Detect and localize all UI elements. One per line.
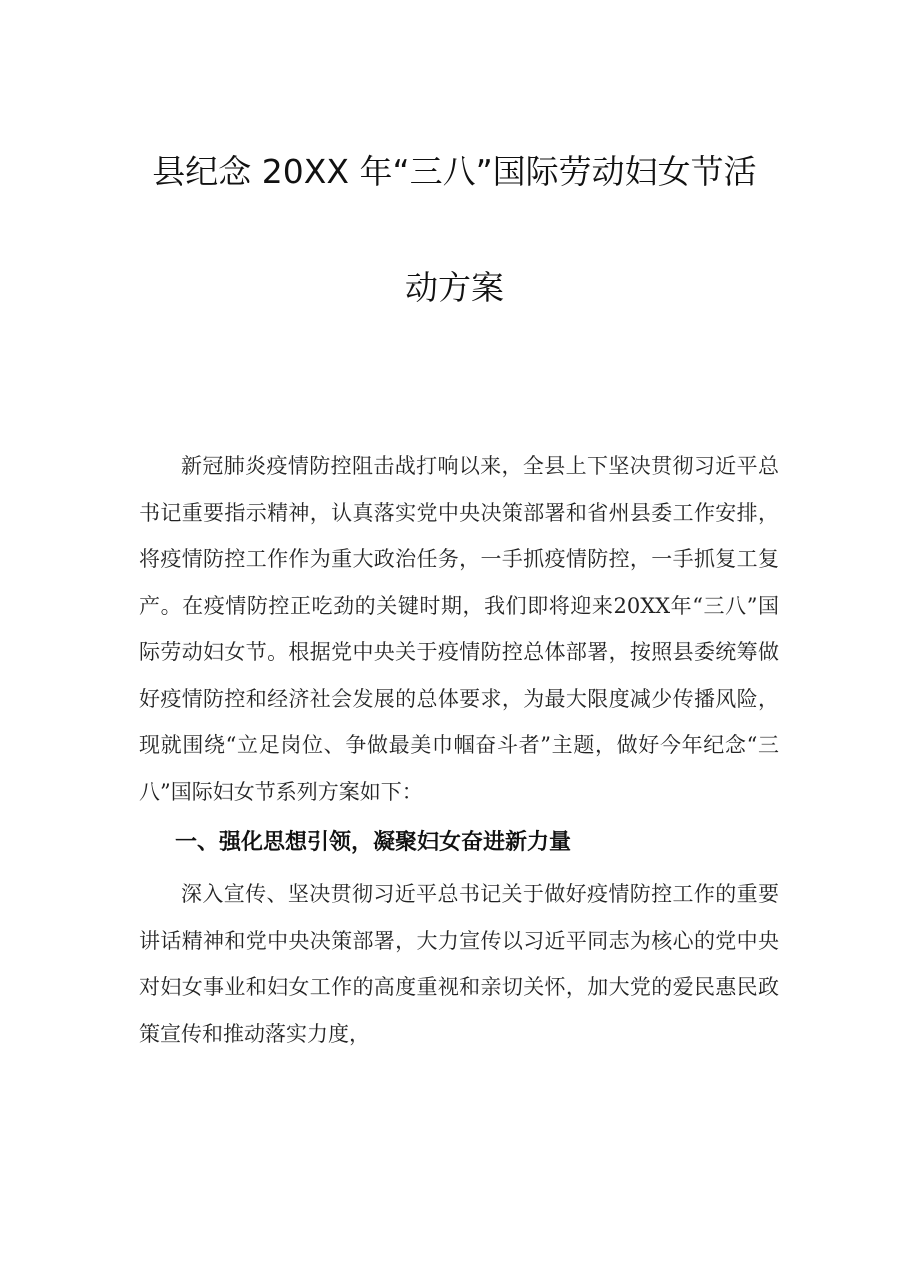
document-title-line2: 动方案: [405, 268, 504, 307]
section-heading-1: 一、强化思想引领，凝聚妇女奋进新力量: [175, 830, 572, 855]
document-body: [139, 443, 779, 1057]
body-paragraph-1: 新冠肺炎疫情防控阻击战打响以来，全县上下坚决贯彻习近平总书记重要指示精神，认真落实党中央决策部署和省州县委工作安排，将疫情防控工作作为重大政治任务，一手抓疫情防控，一手抓复工复产。在疫情防控正吃劲的关键时期，我们即将迎来20XX年“三八”国际劳动妇女节。根据党中央关于疫情防控总体部署，按照县委统筹做好疫情防控和经济社会发展的总体要求，为最大限度减少传播风险，现就围绕“立足岗位、争做最美巾帼奋斗者”主题，做好今年纪念“三八”国际妇女节系列方案如下：: [139, 454, 779, 804]
document-title-line1: 县纪念 20XX 年“三八”国际劳动妇女节活: [152, 152, 757, 191]
body-paragraph-2: 深入宣传、坚决贯彻习近平总书记关于做好疫情防控工作的重要讲话精神和党中央决策部署，大力宣传以习近平同志为核心的党中央对妇女事业和妇女工作的高度重视和亲切关怀，加大党的爱民惠民政策宣传和推动落实力度，: [139, 882, 779, 1046]
